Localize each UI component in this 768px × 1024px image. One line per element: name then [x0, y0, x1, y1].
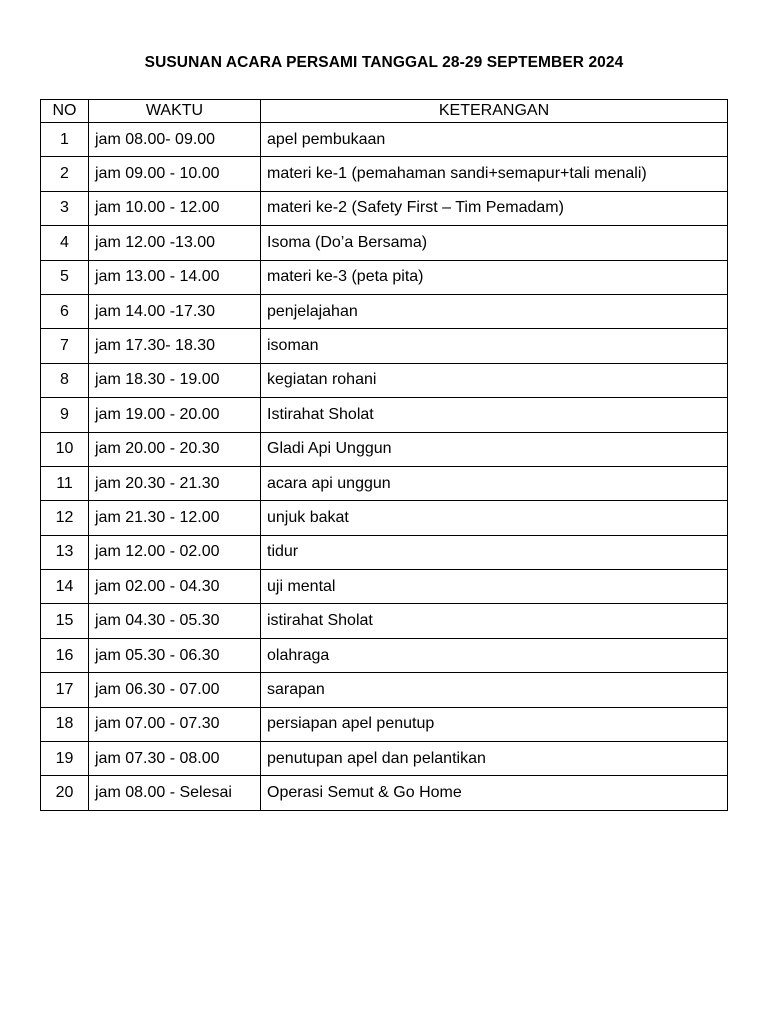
cell-description: apel pembukaan: [261, 123, 728, 157]
cell-description: tidur: [261, 535, 728, 569]
cell-no: 6: [41, 294, 89, 328]
cell-description: acara api unggun: [261, 466, 728, 500]
cell-no: 19: [41, 742, 89, 776]
cell-time: jam 08.00 - Selesai: [89, 776, 261, 810]
table-row: [41, 294, 728, 328]
header-time: WAKTU: [89, 100, 261, 123]
table-row: [41, 535, 728, 569]
table-row: [41, 501, 728, 535]
cell-no: 2: [41, 157, 89, 191]
cell-no: 5: [41, 260, 89, 294]
cell-description: Isoma (Do’a Bersama): [261, 226, 728, 260]
table-row: [41, 570, 728, 604]
cell-no: 15: [41, 604, 89, 638]
cell-time: jam 07.00 - 07.30: [89, 707, 261, 741]
cell-no: 17: [41, 673, 89, 707]
cell-description: Operasi Semut & Go Home: [261, 776, 728, 810]
cell-description: sarapan: [261, 673, 728, 707]
table-row: [41, 363, 728, 397]
cell-time: jam 14.00 -17.30: [89, 294, 261, 328]
table-row: [41, 673, 728, 707]
cell-time: jam 12.00 - 02.00: [89, 535, 261, 569]
cell-time: jam 20.30 - 21.30: [89, 466, 261, 500]
cell-description: kegiatan rohani: [261, 363, 728, 397]
cell-description: unjuk bakat: [261, 501, 728, 535]
table-row: [41, 776, 728, 810]
table-row: [41, 157, 728, 191]
header-no: NO: [41, 100, 89, 123]
cell-time: jam 08.00- 09.00: [89, 123, 261, 157]
cell-no: 11: [41, 466, 89, 500]
cell-time: jam 20.00 - 20.30: [89, 432, 261, 466]
cell-time: jam 09.00 - 10.00: [89, 157, 261, 191]
cell-no: 18: [41, 707, 89, 741]
table-row: [41, 638, 728, 672]
cell-description: istirahat Sholat: [261, 604, 728, 638]
cell-time: jam 21.30 - 12.00: [89, 501, 261, 535]
cell-description: penutupan apel dan pelantikan: [261, 742, 728, 776]
cell-description: persiapan apel penutup: [261, 707, 728, 741]
cell-time: jam 18.30 - 19.00: [89, 363, 261, 397]
cell-no: 4: [41, 226, 89, 260]
cell-no: 14: [41, 570, 89, 604]
cell-no: 9: [41, 398, 89, 432]
header-description: KETERANGAN: [261, 100, 728, 123]
cell-no: 3: [41, 191, 89, 225]
cell-description: Istirahat Sholat: [261, 398, 728, 432]
table-row: [41, 466, 728, 500]
table-row: [41, 123, 728, 157]
table-row: [41, 707, 728, 741]
cell-description: penjelajahan: [261, 294, 728, 328]
cell-description: uji mental: [261, 570, 728, 604]
cell-description: materi ke-2 (Safety First – Tim Pemadam): [261, 191, 728, 225]
cell-time: jam 05.30 - 06.30: [89, 638, 261, 672]
cell-no: 12: [41, 501, 89, 535]
cell-time: jam 04.30 - 05.30: [89, 604, 261, 638]
cell-no: 13: [41, 535, 89, 569]
table-row: [41, 329, 728, 363]
cell-no: 16: [41, 638, 89, 672]
table-row: [41, 604, 728, 638]
cell-time: jam 10.00 - 12.00: [89, 191, 261, 225]
cell-description: materi ke-3 (peta pita): [261, 260, 728, 294]
page-title: SUSUNAN ACARA PERSAMI TANGGAL 28-29 SEPTEMBER 2024: [144, 54, 624, 71]
cell-no: 1: [41, 123, 89, 157]
cell-time: jam 02.00 - 04.30: [89, 570, 261, 604]
cell-time: jam 19.00 - 20.00: [89, 398, 261, 432]
cell-time: jam 13.00 - 14.00: [89, 260, 261, 294]
schedule-table: [40, 99, 728, 811]
cell-time: jam 06.30 - 07.00: [89, 673, 261, 707]
table-header-row: [41, 100, 728, 123]
cell-time: jam 12.00 -13.00: [89, 226, 261, 260]
table-row: [41, 260, 728, 294]
table-row: [41, 191, 728, 225]
table-row: [41, 226, 728, 260]
cell-no: 8: [41, 363, 89, 397]
table-row: [41, 398, 728, 432]
table-row: [41, 432, 728, 466]
cell-no: 7: [41, 329, 89, 363]
cell-description: Gladi Api Unggun: [261, 432, 728, 466]
cell-description: isoman: [261, 329, 728, 363]
cell-description: olahraga: [261, 638, 728, 672]
cell-description: materi ke-1 (pemahaman sandi+semapur+tali menali): [261, 157, 728, 191]
cell-time: jam 07.30 - 08.00: [89, 742, 261, 776]
cell-no: 10: [41, 432, 89, 466]
table-row: [41, 742, 728, 776]
cell-no: 20: [41, 776, 89, 810]
cell-time: jam 17.30- 18.30: [89, 329, 261, 363]
